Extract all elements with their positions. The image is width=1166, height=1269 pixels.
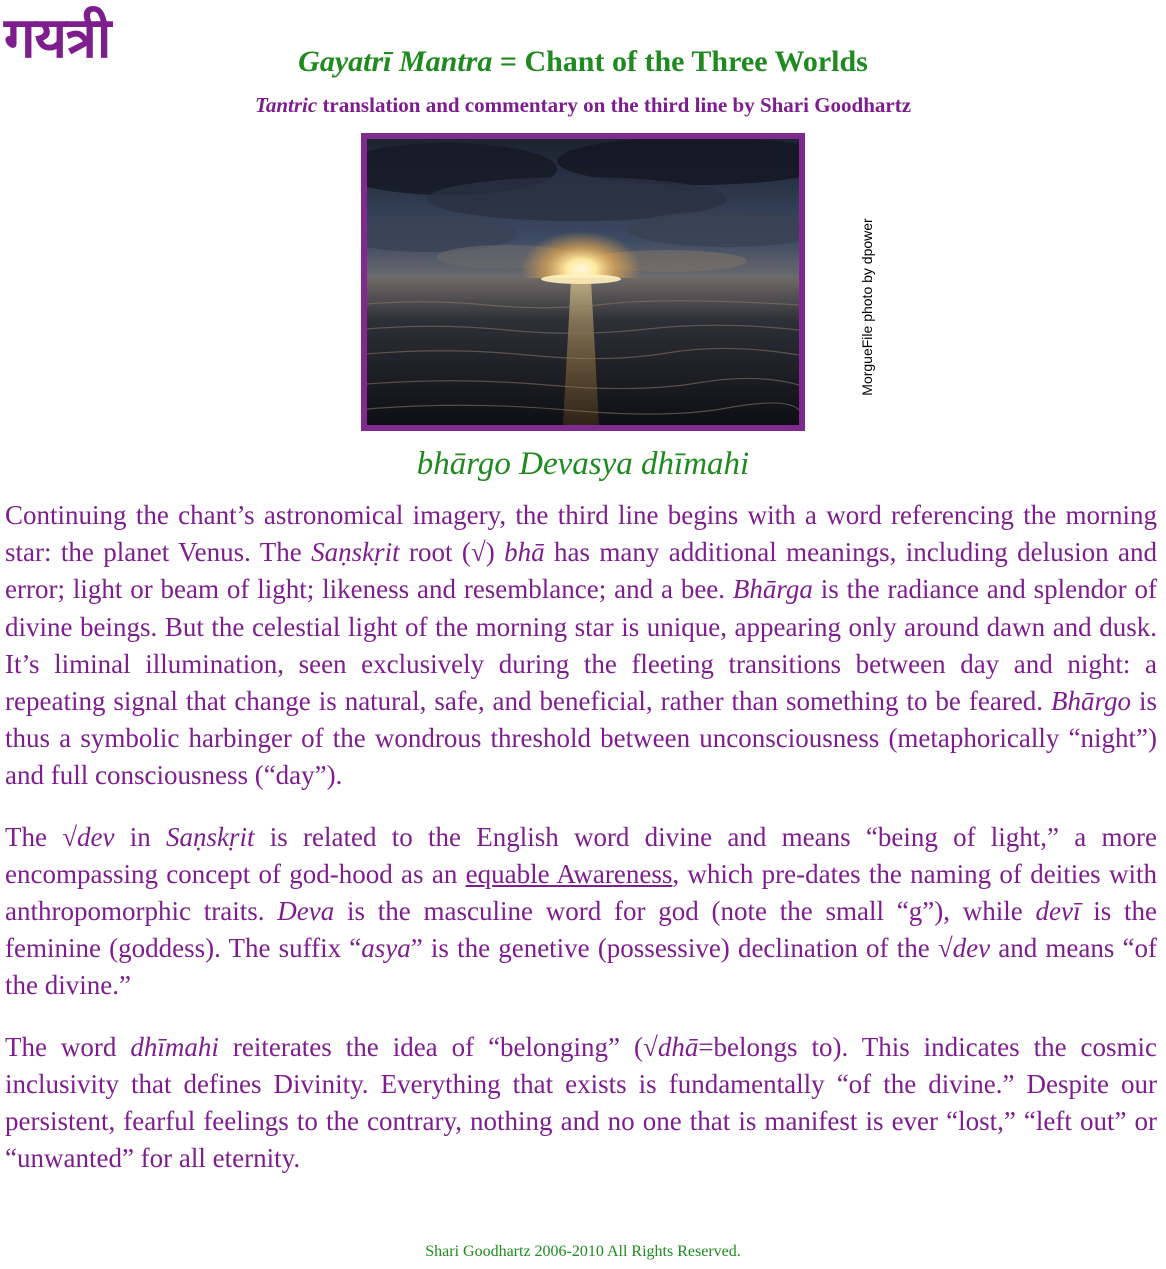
title-rest: = Chant of the Three Worlds	[492, 45, 868, 78]
p1-italic-sanskrit: Saṇskṛit	[311, 537, 400, 568]
equable-awareness-link[interactable]: equable Awareness	[465, 858, 673, 889]
p2-text: , which pre-dates the naming of deities with anthropomorphic traits.	[5, 858, 1157, 927]
photo-credit-text: MorgueFile photo by dpower	[859, 218, 875, 396]
commentary-body	[5, 497, 1157, 1177]
p1-text: Continuing the chant’s astronomical imagery, the third line begins with a word referencing the morning star: the planet Venus. The	[5, 500, 1157, 568]
p2-italic-devi: devī	[1035, 896, 1081, 927]
paragraph-3	[5, 1029, 1157, 1178]
p2-italic-dev: dev	[952, 933, 991, 964]
mantra-line: bhārgo Devasya dhīmahi	[416, 446, 750, 482]
p1-italic-bharga: Bhārga	[732, 574, 813, 605]
p2-text: in	[114, 821, 167, 852]
page-subtitle	[0, 92, 1166, 118]
page-title	[0, 44, 1166, 80]
p2-italic-deva: Deva	[277, 896, 335, 927]
p1-italic-bhargo: Bhārgo	[1051, 686, 1132, 717]
p2-text: is the masculine word for god (note the small “g”), while	[334, 896, 1036, 927]
paragraph-2	[5, 819, 1157, 1005]
p3-italic-dha: dhā	[657, 1031, 699, 1062]
p3-text: The word	[5, 1031, 131, 1062]
p2-italic-dev: dev	[77, 821, 115, 852]
p2-italic-asya: asya	[361, 933, 411, 964]
p3-italic-dhimahi: dhīmahi	[130, 1031, 219, 1062]
sunset-image	[367, 139, 799, 425]
p2-text: is the feminine (goddess). The suffix “	[5, 896, 1157, 964]
p2-text: and means “of the divine.”	[5, 933, 1158, 1001]
title-italic: Gayatrī Mantra	[298, 45, 493, 78]
p2-text: is related to the English word divine and means “being of light,” a more encompassing concept of god-hood as an	[5, 821, 1157, 889]
p2-text: ” is the genetive (possessive) declination of the √	[410, 933, 953, 964]
p1-italic-bha: bhā	[504, 537, 545, 568]
paragraph-1	[5, 497, 1157, 795]
devanagari-title: गयत्री	[4, 6, 111, 71]
p3-text: reiterates the idea of “belonging” (√	[218, 1031, 658, 1062]
copyright-footer: Shari Goodhartz 2006-2010 All Rights Reserved.	[425, 1243, 741, 1260]
p1-text: is thus a symbolic harbinger of the wondrous threshold between unconsciousness (metaphorically “night”) and full consciousness (“day”).	[5, 686, 1157, 791]
sunset-photo	[361, 133, 805, 431]
subtitle-rest: translation and commentary on the third line by Shari Goodhartz	[317, 93, 912, 117]
subtitle-italic: Tantric	[254, 93, 318, 117]
p2-text: The √	[5, 821, 78, 852]
p1-text: root (√)	[399, 537, 505, 568]
p3-text: =belongs to). This indicates the cosmic inclusivity that defines Divinity. Everything that exists is fundamentally “of the divine.” Despite our persistent, fearful feelings to the contrary, nothing and no one that is manifest is ever “lost,” “left out” or “unwanted” for all eternity.	[5, 1031, 1158, 1174]
p2-italic-sanskrit: Saṇskṛit	[166, 821, 255, 852]
p1-text: has many additional meanings, including delusion and error; light or beam of light; likeness and resemblance; and a bee.	[5, 537, 1157, 605]
p1-text: is the radiance and splendor of divine beings. But the celestial light of the morning star is unique, appearing only around dawn and dusk. It’s liminal illumination, seen exclusively during the fleeting transitions between day and night: a repeating signal that change is natural, safe, and beneficial, rather than something to be feared.	[5, 574, 1157, 717]
